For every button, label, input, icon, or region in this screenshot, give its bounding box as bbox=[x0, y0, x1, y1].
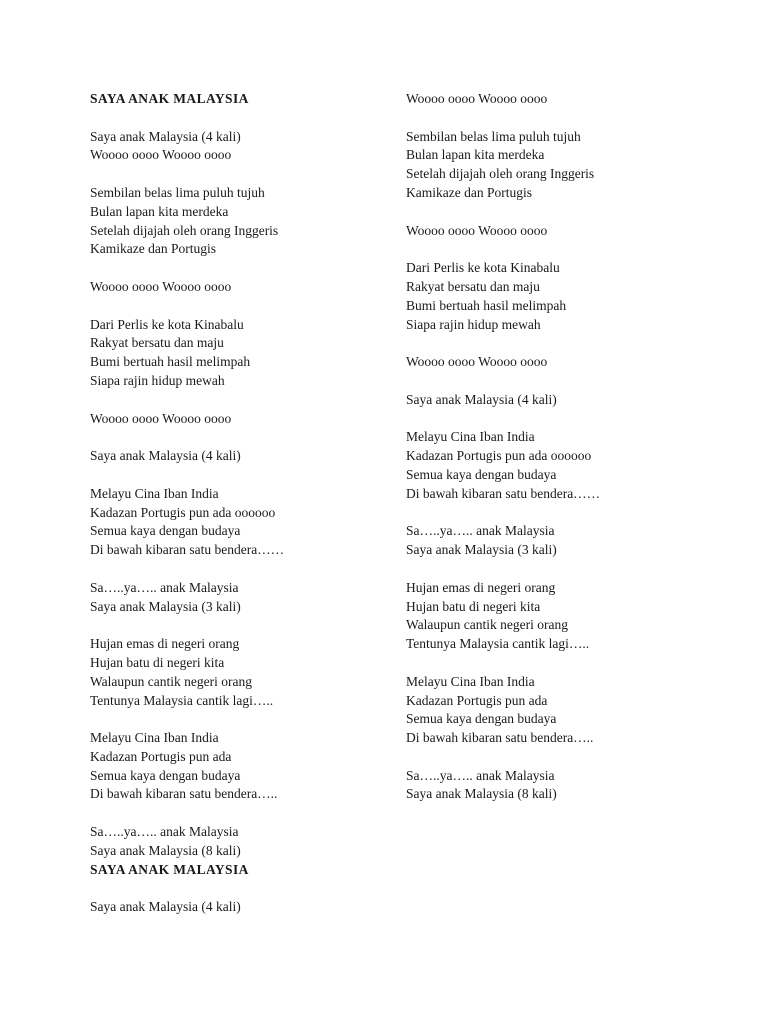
lyric-line: Bumi bertuah hasil melimpah bbox=[406, 297, 567, 313]
lyric-line: Saya anak Malaysia (4 kali) bbox=[406, 391, 557, 407]
lyric-line: Setelah dijajah oleh orang Inggeris bbox=[90, 222, 279, 238]
lyric-line: Sa…..ya….. anak Malaysia bbox=[406, 523, 555, 539]
lyric-line: Semua kaya dengan budaya bbox=[406, 466, 557, 482]
lyric-line: Sa…..ya….. anak Malaysia bbox=[406, 767, 555, 783]
lyric-line: Dari Perlis ke kota Kinabalu bbox=[90, 316, 244, 332]
lyric-line: Siapa rajin hidup mewah bbox=[90, 372, 225, 388]
lyric-line: Hujan emas di negeri orang bbox=[90, 636, 240, 652]
lyric-line: Woooo oooo Woooo oooo bbox=[90, 147, 232, 163]
lyric-line: Saya anak Malaysia (3 kali) bbox=[90, 598, 241, 614]
lyric-line: Kadazan Portugis pun ada bbox=[90, 748, 232, 764]
lyric-line: Melayu Cina Iban India bbox=[406, 429, 535, 445]
stanza-gap bbox=[90, 391, 390, 410]
lyric-line: Bumi bertuah hasil melimpah bbox=[90, 354, 251, 370]
lyric-line: Bulan lapan kita merdeka bbox=[90, 203, 229, 219]
lyric-line: Kamikaze dan Portugis bbox=[406, 184, 532, 200]
stanza-gap bbox=[406, 334, 706, 353]
stanza-gap bbox=[406, 410, 706, 429]
lyric-line: Woooo oooo Woooo oooo bbox=[90, 410, 232, 426]
lyric-line: Hujan batu di negeri kita bbox=[406, 598, 541, 614]
lyric-line: Sa…..ya….. anak Malaysia bbox=[90, 824, 239, 840]
lyric-line: Di bawah kibaran satu bendera…… bbox=[90, 542, 285, 558]
stanza-gap bbox=[90, 879, 390, 898]
lyric-line: Saya anak Malaysia (8 kali) bbox=[406, 786, 557, 802]
lyric-line: Saya anak Malaysia (4 kali) bbox=[90, 899, 241, 915]
lyric-line: Di bawah kibaran satu bendera…… bbox=[406, 485, 601, 501]
lyric-line: Tentunya Malaysia cantik lagi….. bbox=[90, 692, 274, 708]
lyric-line: Saya anak Malaysia (3 kali) bbox=[406, 542, 557, 558]
stanza-gap bbox=[406, 372, 706, 391]
lyric-line: Sa…..ya….. anak Malaysia bbox=[90, 579, 239, 595]
lyric-line: Kadazan Portugis pun ada oooooo bbox=[90, 504, 276, 520]
stanza-gap bbox=[90, 710, 390, 729]
stanza-gap bbox=[90, 428, 390, 447]
stanza-gap bbox=[406, 748, 706, 767]
right-lyrics-column bbox=[406, 90, 706, 804]
stanza-gap bbox=[406, 654, 706, 673]
stanza-gap bbox=[90, 259, 390, 278]
stanza-gap bbox=[406, 560, 706, 579]
lyric-line: Semua kaya dengan budaya bbox=[90, 767, 241, 783]
lyric-line: Sembilan belas lima puluh tujuh bbox=[406, 128, 581, 144]
lyric-line: Rakyat bersatu dan maju bbox=[90, 335, 224, 351]
lyric-line: Tentunya Malaysia cantik lagi….. bbox=[406, 636, 590, 652]
song-title: SAYA ANAK MALAYSIA bbox=[90, 91, 249, 106]
lyric-line: Setelah dijajah oleh orang Inggeris bbox=[406, 166, 595, 182]
lyric-line: Woooo oooo Woooo oooo bbox=[406, 91, 548, 106]
lyric-line: Walaupun cantik negeri orang bbox=[90, 673, 252, 689]
stanza-gap bbox=[406, 240, 706, 259]
stanza-gap bbox=[90, 804, 390, 823]
lyric-line: Kadazan Portugis pun ada oooooo bbox=[406, 448, 592, 464]
song-title: SAYA ANAK MALAYSIA bbox=[90, 861, 249, 877]
lyric-line: Di bawah kibaran satu bendera….. bbox=[406, 730, 594, 746]
lyric-line: Semua kaya dengan budaya bbox=[90, 523, 241, 539]
lyric-line: Walaupun cantik negeri orang bbox=[406, 617, 568, 633]
lyric-line: Saya anak Malaysia (4 kali) bbox=[90, 128, 241, 144]
stanza-gap bbox=[90, 109, 390, 128]
lyric-line: Hujan emas di negeri orang bbox=[406, 579, 556, 595]
lyric-line: Kadazan Portugis pun ada bbox=[406, 692, 548, 708]
stanza-gap bbox=[406, 504, 706, 523]
stanza-gap bbox=[406, 109, 706, 128]
stanza-gap bbox=[90, 466, 390, 485]
lyric-line: Bulan lapan kita merdeka bbox=[406, 147, 545, 163]
lyric-line: Woooo oooo Woooo oooo bbox=[90, 278, 232, 294]
stanza-gap bbox=[90, 297, 390, 316]
lyric-line: Hujan batu di negeri kita bbox=[90, 654, 225, 670]
stanza-gap bbox=[406, 203, 706, 222]
lyric-line: Rakyat bersatu dan maju bbox=[406, 278, 540, 294]
lyric-line: Melayu Cina Iban India bbox=[90, 485, 219, 501]
stanza-gap bbox=[90, 165, 390, 184]
lyric-line: Dari Perlis ke kota Kinabalu bbox=[406, 260, 560, 276]
lyric-line: Semua kaya dengan budaya bbox=[406, 711, 557, 727]
stanza-gap bbox=[90, 616, 390, 635]
stanza-gap bbox=[90, 560, 390, 579]
lyric-line: Saya anak Malaysia (8 kali) bbox=[90, 842, 241, 858]
lyric-line: Woooo oooo Woooo oooo bbox=[406, 354, 548, 370]
left-lyrics-column bbox=[90, 90, 390, 917]
lyric-line: Sembilan belas lima puluh tujuh bbox=[90, 184, 265, 200]
lyric-line: Saya anak Malaysia (4 kali) bbox=[90, 448, 241, 464]
lyric-line: Siapa rajin hidup mewah bbox=[406, 316, 541, 332]
lyric-line: Melayu Cina Iban India bbox=[90, 730, 219, 746]
lyric-line: Kamikaze dan Portugis bbox=[90, 241, 216, 257]
lyric-line: Di bawah kibaran satu bendera….. bbox=[90, 786, 278, 802]
lyric-line: Melayu Cina Iban India bbox=[406, 673, 535, 689]
lyric-line: Woooo oooo Woooo oooo bbox=[406, 222, 548, 238]
